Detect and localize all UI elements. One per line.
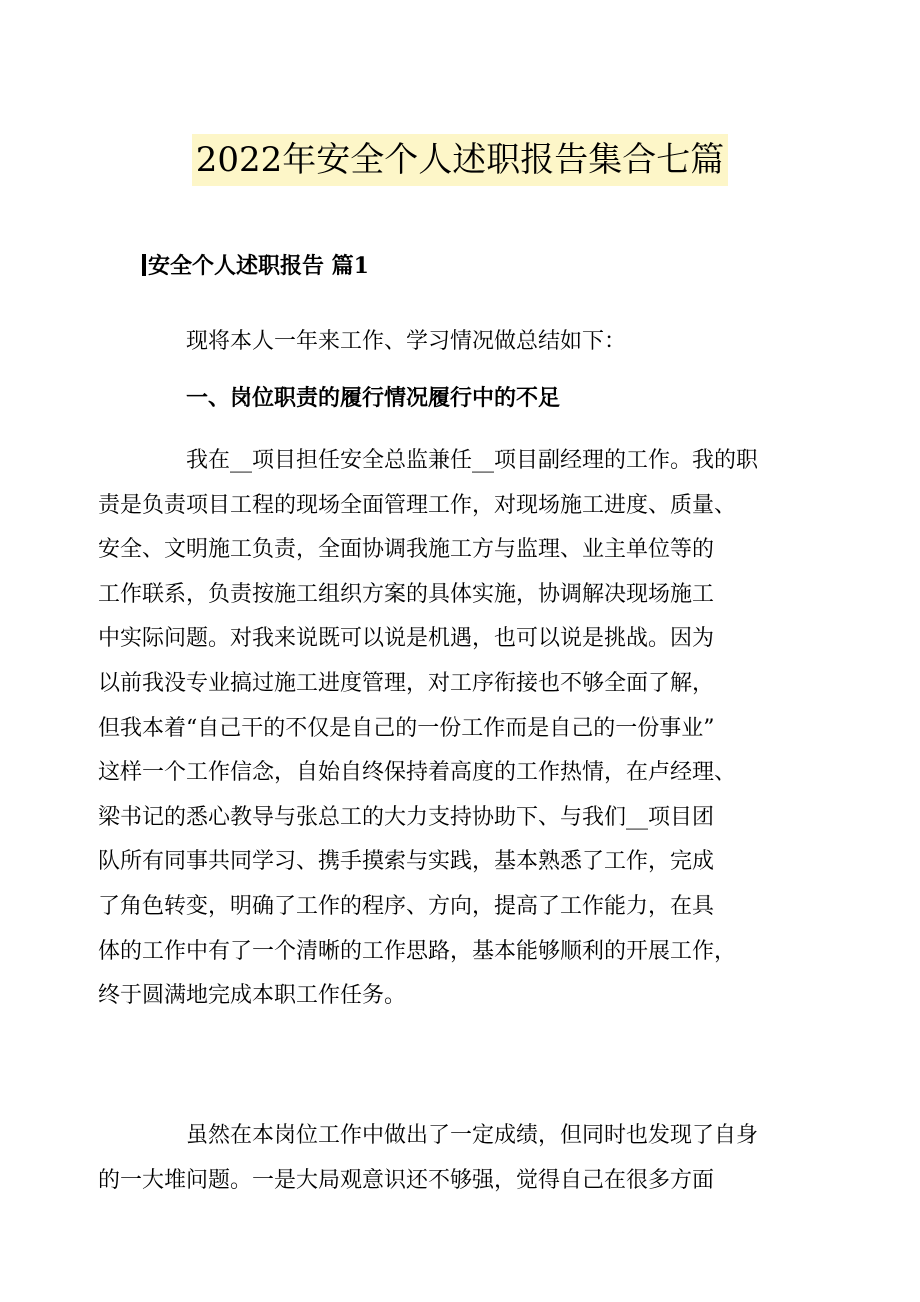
paragraph-line: 的一大堆问题。一是大局观意识还不够强，觉得自己在很多方面 xyxy=(98,1167,715,1193)
paragraph-line: 以前我没专业搞过施工进度管理，对工序衔接也不够全面了解， xyxy=(98,670,715,696)
paragraph-line: 这样一个工作信念，自始自终保持着高度的工作热情，在卢经理、 xyxy=(98,760,737,786)
body-paragraph-1 xyxy=(98,439,782,1019)
paragraph-line: 队所有同事共同学习、携手摸索与实践，基本熟悉了工作，完成 xyxy=(98,849,715,875)
paragraph-line: 责是负责项目工程的现场全面管理工作，对现场施工进度、质量、 xyxy=(98,492,737,518)
paragraph-line: 但我本着“自己干的不仅是自己的一份工作而是自己的一份事业” xyxy=(98,715,715,741)
paragraph-line: 虽然在本岗位工作中做出了一定成绩，但同时也发现了自身 xyxy=(186,1123,759,1148)
section-heading xyxy=(142,250,369,282)
section-heading-text: 安全个人述职报告 篇1 xyxy=(148,253,369,279)
document-title: 2022年安全个人述职报告集合七篇 xyxy=(192,134,729,186)
paragraph-line: 梁书记的悉心教导与张总工的大力支持协助下、与我们__项目团 xyxy=(98,804,715,830)
heading-bar-marker xyxy=(142,254,146,276)
paragraph-line: 体的工作中有了一个清晰的工作思路，基本能够顺利的开展工作， xyxy=(98,938,737,964)
intro-paragraph: 现将本人一年来工作、学习情况做总结如下： xyxy=(186,329,627,354)
paragraph-line: 安全、文明施工负责，全面协调我施工方与监理、业主单位等的 xyxy=(98,537,715,563)
title-container xyxy=(0,134,920,186)
body-paragraph-2 xyxy=(98,1114,782,1203)
paragraph-line: 我在__项目担任安全总监兼任__项目副经理的工作。我的职 xyxy=(186,448,759,473)
paragraph-line: 了角色转变，明确了工作的程序、方向，提高了工作能力，在具 xyxy=(98,893,715,919)
subheading-1: 一、岗位职责的履行情况履行中的不足 xyxy=(186,385,561,411)
paragraph-line: 终于圆满地完成本职工作任务。 xyxy=(98,983,407,1009)
paragraph-line: 中实际问题。对我来说既可以说是机遇，也可以说是挑战。因为 xyxy=(98,626,715,652)
paragraph-line: 工作联系，负责按施工组织方案的具体实施，协调解决现场施工 xyxy=(98,581,715,607)
